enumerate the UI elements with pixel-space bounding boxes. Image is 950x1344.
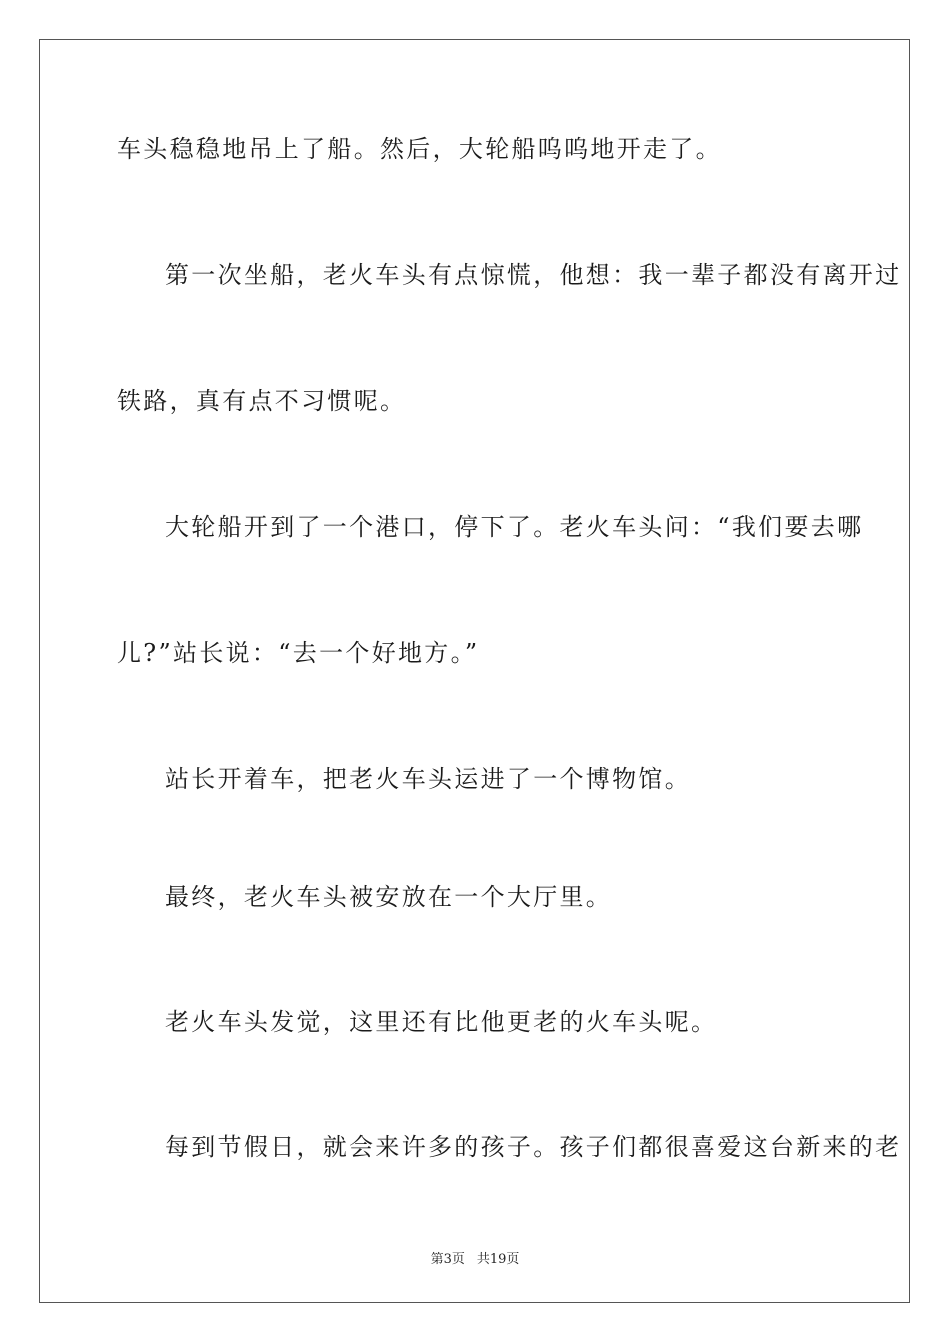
paragraph-line: 每到节假日，就会来许多的孩子。孩子们都很喜爱这台新来的老 (165, 1133, 902, 1161)
page-total: 共19页 (476, 1252, 520, 1267)
paragraph-line: 老火车头发觉，这里还有比他更老的火车头呢。 (165, 1008, 718, 1036)
paragraph-line: 车头稳稳地吊上了船。然后，大轮船呜呜地开走了。 (117, 135, 722, 163)
page-frame (39, 39, 910, 1303)
paragraph-line: 站长开着车，把老火车头运进了一个博物馆。 (165, 765, 691, 793)
paragraph-line: 大轮船开到了一个港口，停下了。老火车头问：“我们要去哪 (165, 513, 864, 541)
page-footer (0, 1248, 950, 1267)
paragraph-line: 铁路，真有点不习惯呢。 (117, 387, 407, 415)
paragraph-line: 儿?”站长说：“去一个好地方。” (117, 639, 480, 667)
paragraph-line: 最终，老火车头被安放在一个大厅里。 (165, 883, 613, 911)
paragraph-line: 第一次坐船，老火车头有点惊慌，他想：我一辈子都没有离开过 (165, 261, 902, 289)
page-number: 第3页 (430, 1252, 465, 1267)
